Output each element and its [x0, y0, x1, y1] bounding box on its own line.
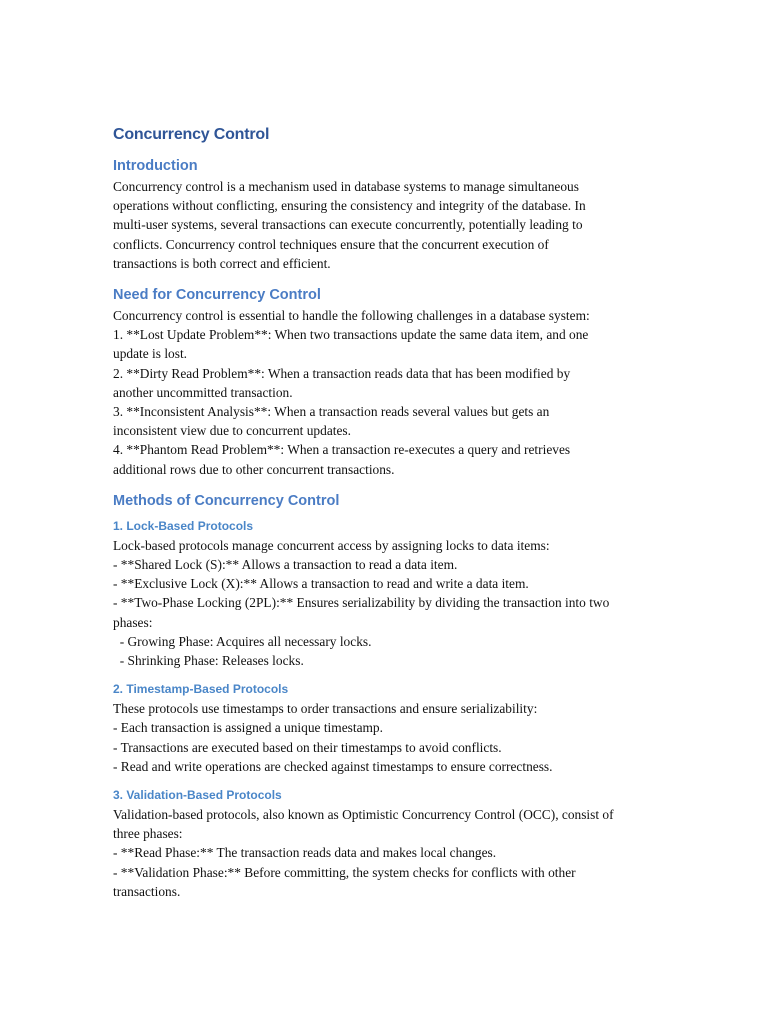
validation-based-heading: 3. Validation-Based Protocols [113, 788, 282, 803]
validation-based-section [113, 788, 658, 901]
text-line: phases: [113, 614, 153, 630]
introduction-heading: Introduction [113, 158, 198, 174]
text-line: Validation-based protocols, also known as Optimistic Concurrency Control (OCC), consist of [113, 807, 614, 823]
text-line: operations without conflicting, ensuring the consistency and integrity of the database. In [113, 198, 586, 214]
need-heading: Need for Concurrency Control [113, 287, 321, 304]
text-line: 4. **Phantom Read Problem**: When a transaction re-executes a query and retrieves [113, 442, 571, 458]
text-line: 1. **Lost Update Problem**: When two transactions update the same data item, and one [113, 327, 589, 343]
text-line: transactions. [113, 883, 181, 899]
text-line: - **Exclusive Lock (X):** Allows a transaction to read and write a data item. [113, 576, 529, 592]
introduction-section [113, 158, 658, 273]
text-line: another uncommitted transaction. [113, 384, 293, 400]
text-line: 3. **Inconsistent Analysis**: When a transaction reads several values but gets an [113, 404, 550, 420]
validation-based-paragraph [113, 805, 658, 901]
text-line: update is lost. [113, 346, 188, 362]
lock-based-paragraph [113, 536, 658, 670]
need-section [113, 287, 658, 479]
text-line: three phases: [113, 826, 183, 842]
text-line: - **Validation Phase:** Before committing, the system checks for conflicts with other [113, 864, 576, 880]
text-line: inconsistent view due to concurrent updates. [113, 423, 351, 439]
text-line: additional rows due to other concurrent transactions. [113, 461, 395, 477]
methods-section [113, 493, 658, 901]
need-paragraph [113, 306, 658, 479]
document-title: Concurrency Control [113, 126, 270, 143]
text-line: - **Shared Lock (S):** Allows a transaction to read a data item. [113, 557, 458, 573]
lock-based-heading: 1. Lock-Based Protocols [113, 518, 254, 533]
text-line: - Growing Phase: Acquires all necessary locks. [113, 633, 372, 649]
text-line: These protocols use timestamps to order transactions and ensure serializability: [113, 701, 538, 717]
timestamp-based-heading: 2. Timestamp-Based Protocols [113, 682, 289, 697]
text-line: multi-user systems, several transactions can execute concurrently, potentially leading to [113, 217, 583, 233]
text-line: - Read and write operations are checked against timestamps to ensure correctness. [113, 758, 553, 774]
text-line: Lock-based protocols manage concurrent access by assigning locks to data items: [113, 537, 550, 553]
timestamp-based-paragraph [113, 699, 658, 776]
methods-heading: Methods of Concurrency Control [113, 492, 340, 509]
text-line: transactions is both correct and efficient. [113, 255, 331, 271]
lock-based-section [113, 519, 658, 670]
text-line: - Transactions are executed based on their timestamps to avoid conflicts. [113, 739, 502, 755]
text-line: - Each transaction is assigned a unique timestamp. [113, 720, 383, 736]
text-line: Concurrency control is a mechanism used in database systems to manage simultaneous [113, 179, 579, 194]
text-line: - **Read Phase:** The transaction reads data and makes local changes. [113, 845, 497, 861]
text-line: Concurrency control is essential to handle the following challenges in a database system: [113, 308, 590, 324]
text-line: - **Two-Phase Locking (2PL):** Ensures serializability by dividing the transaction into two [113, 595, 610, 611]
text-line: - Shrinking Phase: Releases locks. [113, 653, 304, 669]
text-line: conflicts. Concurrency control techniques ensure that the concurrent execution of [113, 236, 549, 252]
text-line: 2. **Dirty Read Problem**: When a transaction reads data that has been modified by [113, 365, 571, 381]
timestamp-based-section [113, 682, 658, 776]
introduction-paragraph [113, 177, 658, 273]
document-page [113, 126, 658, 901]
